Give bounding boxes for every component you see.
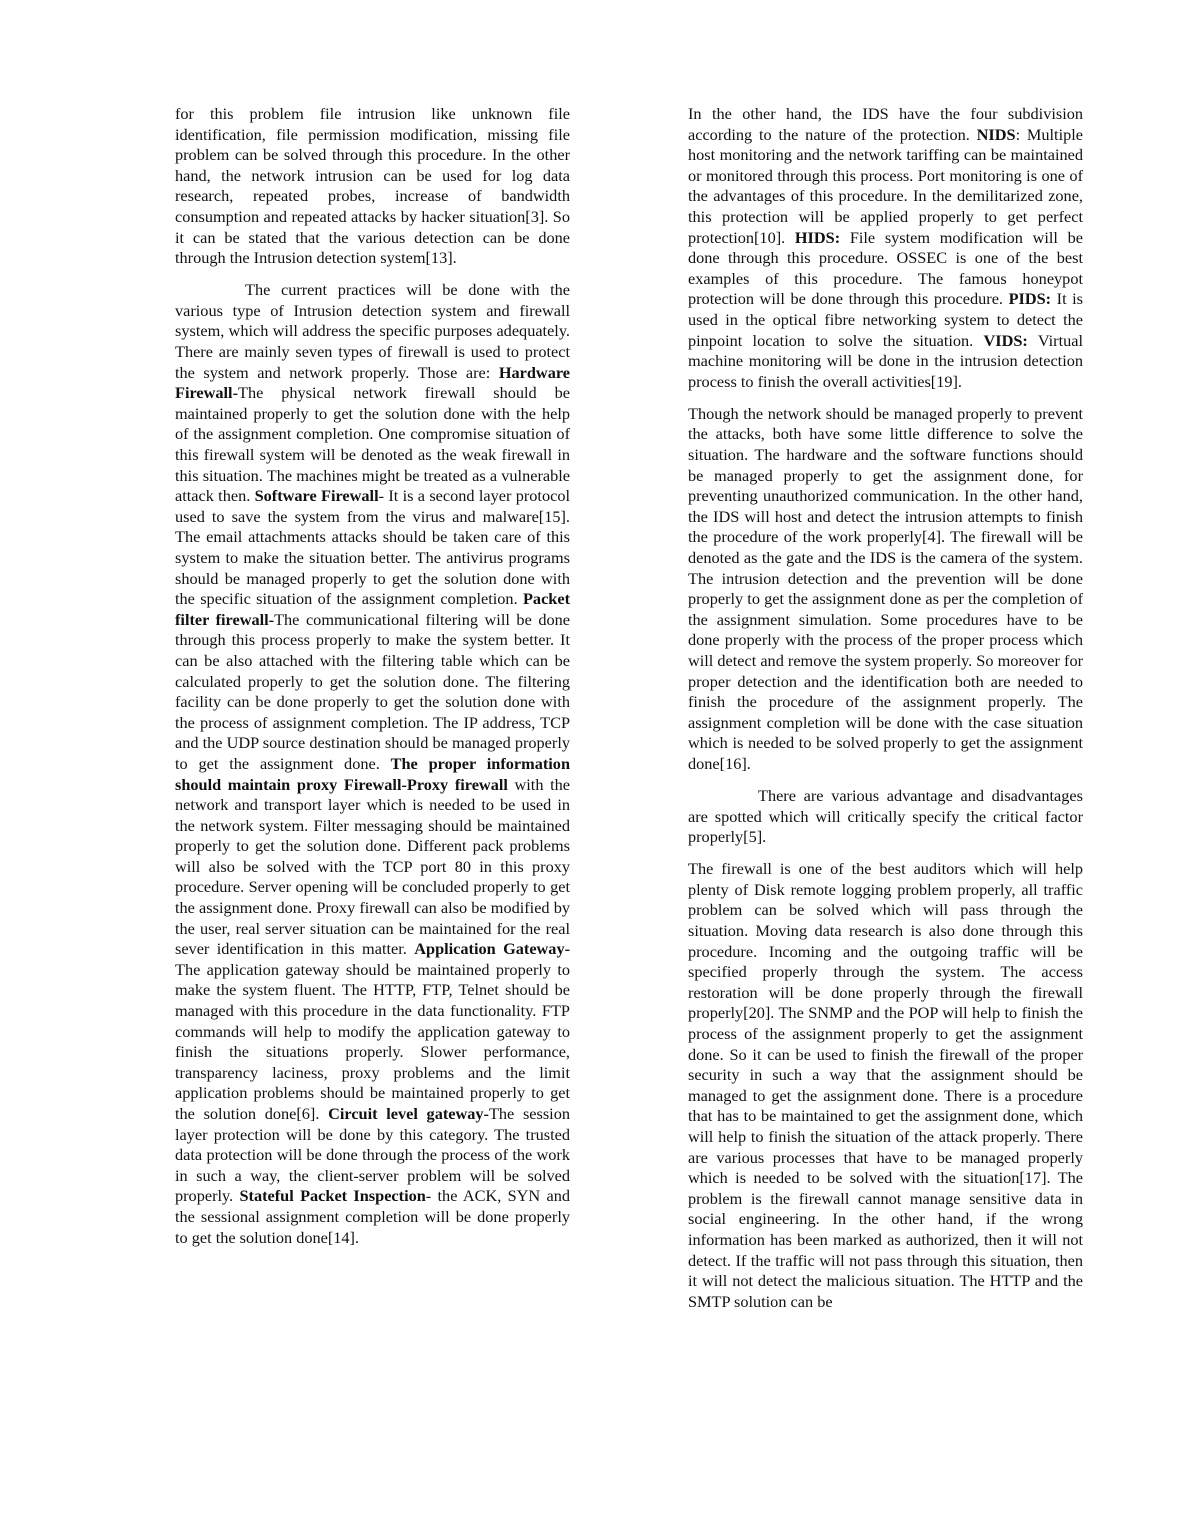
firewall-types-intro: The current practices will be done with the various type of Intrusion detection system and firewall system, which will address the specific purposes adequately. There are mainly seven types of firewall is used to protect the system and network properly. Those are: xyxy=(175,280,570,382)
nids-text: : Multiple host monitoring and the network tariffing can be maintained or monitored through this process. Port monitoring is one of the advantages of this procedure. In the demilitarized zone, this protection will be applied properly to get perfect protection[10]. xyxy=(688,124,1083,247)
packet-filter-text: The communicational filtering will be done through this process properly to make the system better. It can be also attached with the filtering table which can be calculated properly to get the solution done. The filtering facility can be done properly to get the solution done with the process of assignment completion. The IP address, TCP and the UDP source destination should be managed properly to get the assignment done. xyxy=(175,609,570,773)
left-column xyxy=(175,104,570,1260)
term-circuit-level-gateway: Circuit level gateway- xyxy=(328,1104,489,1123)
proxy-firewall-text: with the network and transport layer which is needed to be used in the network system. Filter messaging should be maintained properly to get the solution done. Different pack problems will also be solved with the TCP port 80 in this proxy procedure. Server opening will be concluded properly to get the assignment done. Proxy firewall can also be modified by the user, real server situation can be maintained for the real sever identification in this matter. xyxy=(175,774,570,959)
paragraph-ids-subdivisions xyxy=(688,104,1083,392)
circuit-level-gateway-text: The session layer protection will be done by this category. The trusted data protection will be done through the process of the work in such a way, the client-server problem will be solved properly. xyxy=(175,1104,570,1206)
term-hardware-firewall: Hardware Firewall- xyxy=(175,362,570,403)
right-column xyxy=(688,104,1083,1324)
term-nids: NIDS xyxy=(976,124,1016,144)
pids-text: It is used in the optical fibre networking system to detect the pinpoint location to solve the situation. xyxy=(688,289,1084,350)
term-vids: VIDS: xyxy=(983,330,1028,350)
term-pids: PIDS: xyxy=(1008,289,1052,309)
software-firewall-text: - It is a second layer protocol used to save the system from the virus and malware[15]. The email attachments attacks should be taken care of this system to make the situation better. The antivirus programs should be managed properly to get the solution done with the specific situation of the assignment completion. xyxy=(175,486,570,609)
paragraph-advantages-disadvantages: There are various advantage and disadvantages are spotted which will critically specify the critical factor properly[5]. xyxy=(688,786,1083,847)
hids-text: File system modification will be done through this procedure. OSSEC is one of the best examples of this procedure. The famous honeypot protection will be done through this procedure. xyxy=(688,227,1083,309)
term-packet-filter-firewall: Packet filter firewall- xyxy=(175,589,570,629)
paragraph-firewall-vs-ids: Though the network should be managed properly to prevent the attacks, both have some little difference to solve the situation. The hardware and the software functions should be managed properly to get the assignment done, for preventing unauthorized communication. In the other hand, the IDS will host and detect the intrusion attempts to finish the procedure of the work properly[4]. The firewall will be denoted as the gate and the IDS is the camera of the system. The intrusion detection and the prevention will be done properly to get the assignment done as per the completion of the assignment simulation. Some procedures have to be done properly with the process of the proper process which will detect and remove the system properly. So moreover for proper detection and the identification both are needed to finish the procedure of the assignment properly. The assignment completion will be done with the case situation which is needed to be solved properly to get the assignment done[16]. xyxy=(688,403,1084,773)
term-application-gateway: Application Gateway- xyxy=(414,939,571,959)
paragraph-firewall-types xyxy=(175,280,570,1248)
term-proxy-firewall: The proper information should maintain proxy Firewall-Proxy firewall xyxy=(175,753,570,794)
hardware-firewall-text: The physical network firewall should be maintained properly to get the solution done with the help of the assignment completion. One compromise situation of this firewall system will be denoted as the weak firewall in this situation. The machines might be treated as a vulnerable attack then. xyxy=(175,383,570,506)
ids-intro: In the other hand, the IDS have the four subdivision according to the nature of the protection. xyxy=(688,104,1083,144)
vids-text: Virtual machine monitoring will be done in the intrusion detection process to finish the overall activities[19]. xyxy=(688,330,1083,391)
stateful-packet-inspection-text: - the ACK, SYN and the sessional assignment completion will be done properly to get the solution done[14]. xyxy=(175,1186,571,1247)
term-hids: HIDS: xyxy=(794,227,841,247)
term-stateful-packet-inspection: Stateful Packet Inspection xyxy=(239,1186,426,1206)
application-gateway-text: The application gateway should be maintained properly to make the system fluent. The HTTP, FTP, Telnet should be managed with this procedure in the data functionality. FTP commands will help to modify the application gateway to finish the situations properly. Slower performance, transparency laciness, proxy problems and the limit application problems should be maintained properly to get the solution done[6]. xyxy=(175,959,570,1123)
paragraph-intrusion-detection-overview: for this problem file intrusion like unknown file identification, file permission modification, missing file problem can be solved through this procedure. In the other hand, the network intrusion can be used for log data research, repeated probes, increase of bandwidth consumption and repeated attacks by hacker situation[3]. So it can be stated that the various detection can be done through the Intrusion detection system[13]. xyxy=(175,104,570,268)
paragraph-firewall-auditors: The firewall is one of the best auditors which will help plenty of Disk remote logging problem properly, all traffic problem can be solved which will pass through the situation. Moving data research is also done through this procedure. Incoming and the outgoing traffic will be specified properly through the system. The access restoration will be done properly through the firewall properly[20]. The SNMP and the POP will help to finish the process of the assignment properly to get the assignment done. So it can be used to finish the firewall of the proper security in such a way that the assignment should be managed to get the assignment done. There is a procedure that has to be maintained to get the assignment done, which will help to finish the situation of the attack properly. There are various processes that have to be managed properly which is needed to be solved with the situation[17]. The problem is the firewall cannot manage sensitive data in social engineering. In the other hand, if the wrong information has been marked as authorized, then it will not detect. If the traffic will not pass through this situation, then it will not detect the malicious situation. The HTTP and the SMTP solution can be xyxy=(688,859,1083,1311)
term-software-firewall: Software Firewall xyxy=(254,486,379,506)
